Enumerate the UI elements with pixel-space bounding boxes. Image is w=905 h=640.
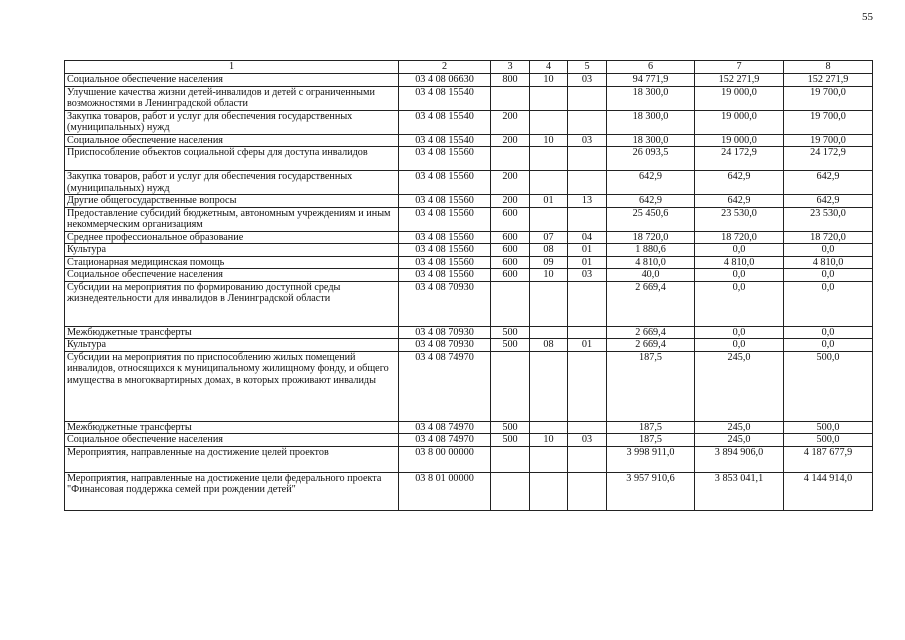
row-value-year3: 500,0 bbox=[784, 421, 873, 434]
row-code: 03 4 08 74970 bbox=[399, 434, 491, 447]
row-value-year3: 4 810,0 bbox=[784, 256, 873, 269]
row-section: 08 bbox=[530, 244, 568, 257]
table-row bbox=[65, 231, 873, 244]
row-section bbox=[530, 110, 568, 134]
row-value-year3: 18 720,0 bbox=[784, 231, 873, 244]
row-name: Субсидии на мероприятия по приспособлению жилых помещений инвалидов, относящихся к муниципальному жилищному фонду, и общего имущества в многоквартирных домах, в которых проживают инвалиды bbox=[65, 351, 399, 421]
row-value-year3: 500,0 bbox=[784, 434, 873, 447]
row-value-year1: 187,5 bbox=[607, 434, 695, 447]
header-cell: 5 bbox=[568, 61, 607, 74]
row-expense-type bbox=[491, 351, 530, 421]
row-code: 03 4 08 06630 bbox=[399, 74, 491, 87]
row-value-year1: 18 300,0 bbox=[607, 110, 695, 134]
row-value-year2: 24 172,9 bbox=[695, 147, 784, 171]
row-expense-type bbox=[491, 147, 530, 171]
row-section: 01 bbox=[530, 195, 568, 208]
row-value-year2: 4 810,0 bbox=[695, 256, 784, 269]
row-value-year3: 0,0 bbox=[784, 244, 873, 257]
row-name: Социальное обеспечение населения bbox=[65, 269, 399, 282]
row-expense-type: 200 bbox=[491, 110, 530, 134]
row-expense-type: 500 bbox=[491, 434, 530, 447]
row-section: 09 bbox=[530, 256, 568, 269]
row-section bbox=[530, 207, 568, 231]
row-name: Закупка товаров, работ и услуг для обеспечения государственных (муниципальных) нужд bbox=[65, 110, 399, 134]
row-value-year2: 19 000,0 bbox=[695, 110, 784, 134]
row-expense-type bbox=[491, 86, 530, 110]
row-code: 03 4 08 70930 bbox=[399, 339, 491, 352]
row-subsection: 03 bbox=[568, 269, 607, 282]
row-value-year1: 2 669,4 bbox=[607, 339, 695, 352]
row-section bbox=[530, 281, 568, 326]
row-value-year1: 1 880,6 bbox=[607, 244, 695, 257]
row-subsection bbox=[568, 86, 607, 110]
row-subsection: 01 bbox=[568, 256, 607, 269]
row-value-year3: 500,0 bbox=[784, 351, 873, 421]
row-value-year1: 18 300,0 bbox=[607, 134, 695, 147]
row-code: 03 4 08 15540 bbox=[399, 134, 491, 147]
row-code: 03 4 08 15560 bbox=[399, 171, 491, 195]
row-subsection bbox=[568, 421, 607, 434]
table-row bbox=[65, 446, 873, 472]
table-row bbox=[65, 74, 873, 87]
row-value-year2: 0,0 bbox=[695, 244, 784, 257]
row-subsection bbox=[568, 147, 607, 171]
row-value-year2: 19 000,0 bbox=[695, 86, 784, 110]
row-code: 03 8 00 00000 bbox=[399, 446, 491, 472]
row-expense-type: 800 bbox=[491, 74, 530, 87]
row-value-year1: 4 810,0 bbox=[607, 256, 695, 269]
row-value-year1: 187,5 bbox=[607, 421, 695, 434]
row-value-year1: 26 093,5 bbox=[607, 147, 695, 171]
table-row bbox=[65, 134, 873, 147]
row-name: Улучшение качества жизни детей-инвалидов и детей с ограниченными возможностями в Ленинградской области bbox=[65, 86, 399, 110]
row-subsection: 03 bbox=[568, 434, 607, 447]
row-subsection: 01 bbox=[568, 339, 607, 352]
row-value-year2: 18 720,0 bbox=[695, 231, 784, 244]
row-subsection bbox=[568, 326, 607, 339]
row-value-year3: 0,0 bbox=[784, 281, 873, 326]
row-section bbox=[530, 421, 568, 434]
header-cell: 6 bbox=[607, 61, 695, 74]
row-section: 10 bbox=[530, 269, 568, 282]
table-row bbox=[65, 256, 873, 269]
table-row bbox=[65, 195, 873, 208]
row-section: 10 bbox=[530, 434, 568, 447]
row-name: Предоставление субсидий бюджетным, автономным учреждениям и иным некоммерческим организациям bbox=[65, 207, 399, 231]
row-value-year1: 2 669,4 bbox=[607, 326, 695, 339]
row-name: Среднее профессиональное образование bbox=[65, 231, 399, 244]
row-section: 08 bbox=[530, 339, 568, 352]
row-value-year1: 187,5 bbox=[607, 351, 695, 421]
row-code: 03 4 08 74970 bbox=[399, 421, 491, 434]
row-value-year1: 3 998 911,0 bbox=[607, 446, 695, 472]
row-value-year3: 642,9 bbox=[784, 195, 873, 208]
row-name: Культура bbox=[65, 339, 399, 352]
table-row bbox=[65, 421, 873, 434]
row-expense-type: 600 bbox=[491, 207, 530, 231]
row-subsection: 04 bbox=[568, 231, 607, 244]
row-subsection: 01 bbox=[568, 244, 607, 257]
table-row bbox=[65, 110, 873, 134]
row-value-year1: 18 720,0 bbox=[607, 231, 695, 244]
header-cell: 2 bbox=[399, 61, 491, 74]
row-section bbox=[530, 326, 568, 339]
row-subsection bbox=[568, 281, 607, 326]
row-expense-type: 500 bbox=[491, 339, 530, 352]
row-name: Мероприятия, направленные на достижение целей проектов bbox=[65, 446, 399, 472]
row-value-year3: 24 172,9 bbox=[784, 147, 873, 171]
row-expense-type: 600 bbox=[491, 256, 530, 269]
row-value-year2: 3 853 041,1 bbox=[695, 472, 784, 510]
row-subsection bbox=[568, 171, 607, 195]
header-cell: 3 bbox=[491, 61, 530, 74]
row-code: 03 4 08 15560 bbox=[399, 195, 491, 208]
row-name: Приспособление объектов социальной сферы для доступа инвалидов bbox=[65, 147, 399, 171]
row-code: 03 4 08 15560 bbox=[399, 269, 491, 282]
row-value-year2: 23 530,0 bbox=[695, 207, 784, 231]
row-value-year3: 0,0 bbox=[784, 339, 873, 352]
row-value-year3: 19 700,0 bbox=[784, 134, 873, 147]
row-name: Стационарная медицинская помощь bbox=[65, 256, 399, 269]
row-subsection: 03 bbox=[568, 74, 607, 87]
row-name: Другие общегосударственные вопросы bbox=[65, 195, 399, 208]
row-name: Социальное обеспечение населения bbox=[65, 434, 399, 447]
row-value-year1: 3 957 910,6 bbox=[607, 472, 695, 510]
row-expense-type: 600 bbox=[491, 269, 530, 282]
row-section bbox=[530, 472, 568, 510]
row-value-year3: 19 700,0 bbox=[784, 86, 873, 110]
row-section bbox=[530, 351, 568, 421]
row-section: 10 bbox=[530, 134, 568, 147]
row-expense-type bbox=[491, 281, 530, 326]
table-row bbox=[65, 434, 873, 447]
table-row bbox=[65, 326, 873, 339]
row-value-year2: 0,0 bbox=[695, 339, 784, 352]
row-name: Межбюджетные трансферты bbox=[65, 421, 399, 434]
row-value-year1: 642,9 bbox=[607, 195, 695, 208]
row-value-year2: 245,0 bbox=[695, 434, 784, 447]
row-section bbox=[530, 171, 568, 195]
table-row bbox=[65, 472, 873, 510]
row-subsection: 03 bbox=[568, 134, 607, 147]
row-name: Культура bbox=[65, 244, 399, 257]
table-row bbox=[65, 147, 873, 171]
table-row bbox=[65, 269, 873, 282]
row-code: 03 4 08 70930 bbox=[399, 326, 491, 339]
row-value-year3: 152 271,9 bbox=[784, 74, 873, 87]
row-value-year2: 642,9 bbox=[695, 195, 784, 208]
row-value-year2: 19 000,0 bbox=[695, 134, 784, 147]
header-cell: 4 bbox=[530, 61, 568, 74]
row-section bbox=[530, 86, 568, 110]
row-value-year3: 0,0 bbox=[784, 326, 873, 339]
row-subsection: 13 bbox=[568, 195, 607, 208]
row-subsection bbox=[568, 110, 607, 134]
row-value-year1: 18 300,0 bbox=[607, 86, 695, 110]
row-section bbox=[530, 147, 568, 171]
row-name: Межбюджетные трансферты bbox=[65, 326, 399, 339]
row-section: 07 bbox=[530, 231, 568, 244]
row-name: Субсидии на мероприятия по формированию доступной среды жизнедеятельности для инвалидов в Ленинградской области bbox=[65, 281, 399, 326]
row-subsection bbox=[568, 351, 607, 421]
row-subsection bbox=[568, 472, 607, 510]
row-expense-type: 500 bbox=[491, 421, 530, 434]
row-expense-type bbox=[491, 446, 530, 472]
row-code: 03 4 08 15560 bbox=[399, 231, 491, 244]
row-name: Мероприятия, направленные на достижение цели федерального проекта "Финансовая поддержка семей при рождении детей" bbox=[65, 472, 399, 510]
row-value-year1: 25 450,6 bbox=[607, 207, 695, 231]
row-value-year1: 2 669,4 bbox=[607, 281, 695, 326]
table-row bbox=[65, 351, 873, 421]
row-subsection bbox=[568, 446, 607, 472]
row-code: 03 4 08 15560 bbox=[399, 147, 491, 171]
table-row bbox=[65, 171, 873, 195]
row-value-year3: 4 187 677,9 bbox=[784, 446, 873, 472]
table-row bbox=[65, 281, 873, 326]
row-name: Социальное обеспечение населения bbox=[65, 74, 399, 87]
row-code: 03 4 08 70930 bbox=[399, 281, 491, 326]
table-row bbox=[65, 339, 873, 352]
row-name: Социальное обеспечение населения bbox=[65, 134, 399, 147]
row-expense-type bbox=[491, 472, 530, 510]
row-section: 10 bbox=[530, 74, 568, 87]
table-row bbox=[65, 86, 873, 110]
row-subsection bbox=[568, 207, 607, 231]
row-expense-type: 600 bbox=[491, 244, 530, 257]
row-value-year3: 4 144 914,0 bbox=[784, 472, 873, 510]
row-value-year2: 245,0 bbox=[695, 421, 784, 434]
row-code: 03 8 01 00000 bbox=[399, 472, 491, 510]
row-name: Закупка товаров, работ и услуг для обеспечения государственных (муниципальных) нужд bbox=[65, 171, 399, 195]
budget-table bbox=[64, 60, 873, 511]
row-value-year2: 0,0 bbox=[695, 269, 784, 282]
row-value-year2: 0,0 bbox=[695, 281, 784, 326]
row-code: 03 4 08 15560 bbox=[399, 207, 491, 231]
row-expense-type: 500 bbox=[491, 326, 530, 339]
page-number: 55 bbox=[862, 11, 873, 23]
header-row bbox=[65, 61, 873, 74]
row-code: 03 4 08 15560 bbox=[399, 244, 491, 257]
row-value-year2: 3 894 906,0 bbox=[695, 446, 784, 472]
row-value-year1: 40,0 bbox=[607, 269, 695, 282]
row-expense-type: 200 bbox=[491, 134, 530, 147]
row-value-year3: 23 530,0 bbox=[784, 207, 873, 231]
row-expense-type: 200 bbox=[491, 171, 530, 195]
row-code: 03 4 08 74970 bbox=[399, 351, 491, 421]
row-value-year2: 642,9 bbox=[695, 171, 784, 195]
row-code: 03 4 08 15540 bbox=[399, 86, 491, 110]
row-value-year3: 19 700,0 bbox=[784, 110, 873, 134]
row-value-year2: 245,0 bbox=[695, 351, 784, 421]
row-value-year2: 0,0 bbox=[695, 326, 784, 339]
row-value-year1: 94 771,9 bbox=[607, 74, 695, 87]
row-value-year2: 152 271,9 bbox=[695, 74, 784, 87]
row-expense-type: 600 bbox=[491, 231, 530, 244]
row-value-year1: 642,9 bbox=[607, 171, 695, 195]
row-value-year3: 642,9 bbox=[784, 171, 873, 195]
row-value-year3: 0,0 bbox=[784, 269, 873, 282]
row-code: 03 4 08 15540 bbox=[399, 110, 491, 134]
header-cell: 1 bbox=[65, 61, 399, 74]
header-cell: 8 bbox=[784, 61, 873, 74]
row-expense-type: 200 bbox=[491, 195, 530, 208]
row-section bbox=[530, 446, 568, 472]
table-row bbox=[65, 244, 873, 257]
row-code: 03 4 08 15560 bbox=[399, 256, 491, 269]
header-cell: 7 bbox=[695, 61, 784, 74]
table-row bbox=[65, 207, 873, 231]
